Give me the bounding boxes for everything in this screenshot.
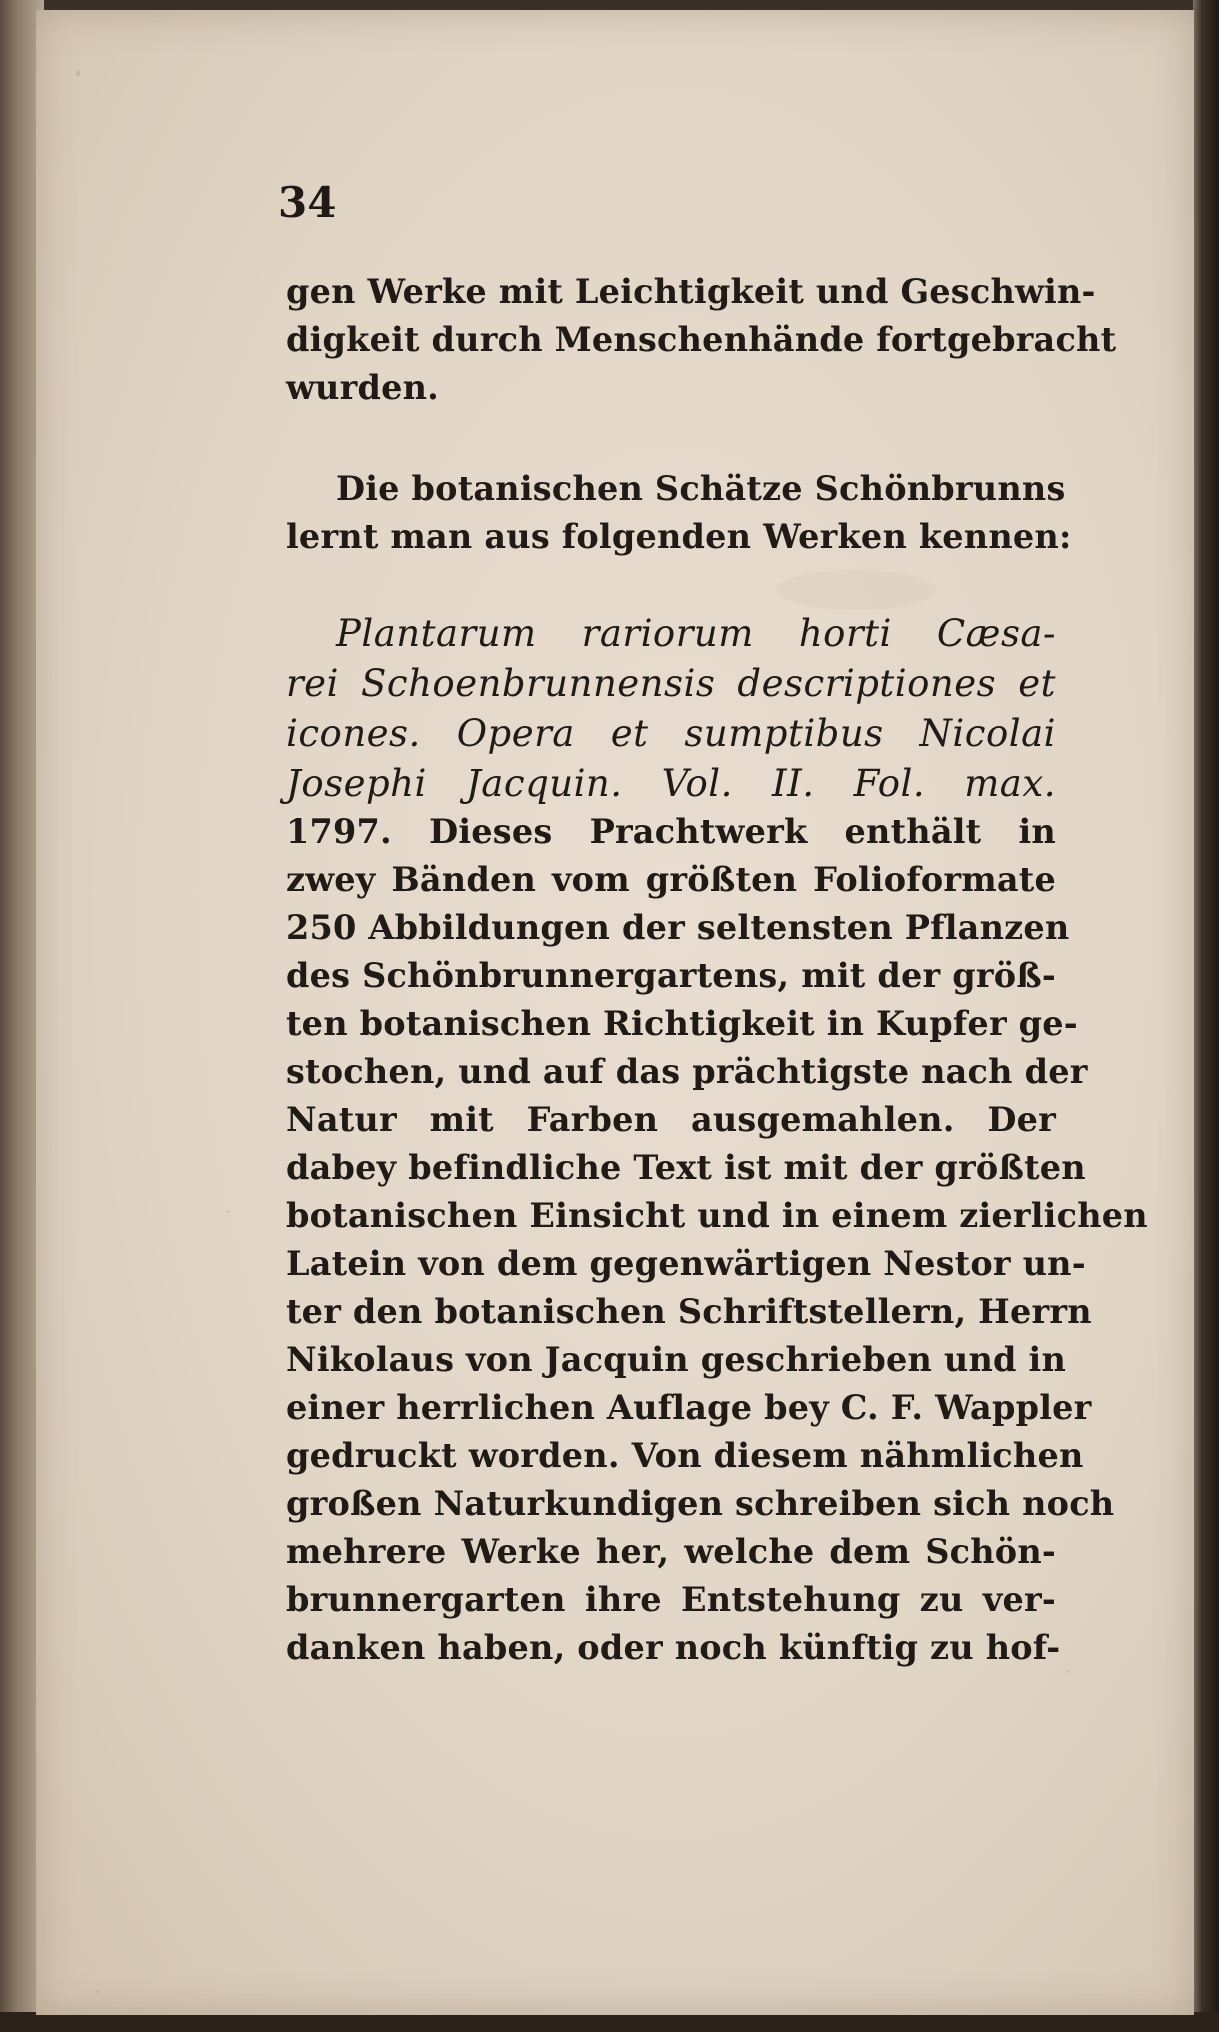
text-line: zwey Bänden vom größten Folioformate	[286, 860, 1056, 899]
text-line: mehrere Werke her, welche dem Schön-	[286, 1532, 1056, 1571]
text-line: ten botanischen Richtigkeit in Kupfer ge-	[286, 1004, 1078, 1043]
text-line: des Schönbrunnergartens, mit der größ-	[286, 956, 1056, 995]
book-right-edge	[1193, 0, 1219, 2032]
text-line: 250 Abbildungen der seltensten Pflanzen	[286, 908, 1070, 947]
text-line: wurden.	[286, 368, 440, 407]
text-line: dabey befindliche Text ist mit der größten	[286, 1148, 1086, 1187]
text-line: gen Werke mit Leichtigkeit und Geschwin-	[286, 272, 1096, 311]
text-line: ter den botanischen Schriftstellern, Herrn	[286, 1292, 1092, 1331]
text-line: gedruckt worden. Von diesem nähmlichen	[286, 1436, 1084, 1475]
text-line: großen Naturkundigen schreiben sich noch	[286, 1484, 1115, 1523]
italic-title-line: Plantarum rariorum horti Cæsa-	[336, 612, 1056, 655]
text-line: lernt man aus folgenden Werken kennen:	[286, 517, 1072, 556]
text-line: Latein von dem gegenwärtigen Nestor un-	[286, 1244, 1086, 1283]
text-line: digkeit durch Menschenhände fortgebracht	[286, 320, 1117, 359]
text-line: botanischen Einsicht und in einem zierlichen	[286, 1196, 1148, 1235]
text-line: Nikolaus von Jacquin geschrieben und in	[286, 1340, 1067, 1379]
text-line: Die botanischen Schätze Schönbrunns	[336, 469, 1066, 508]
text-line: danken haben, oder noch künftig zu hof-	[286, 1628, 1061, 1667]
text-line: 1797. Dieses Prachtwerk enthält in	[286, 812, 1056, 851]
italic-title-line: Josephi Jacquin. Vol. II. Fol. max.	[286, 762, 1056, 805]
text-line: einer herrlichen Auflage bey C. F. Wappler	[286, 1388, 1092, 1427]
text-line: brunnergarten ihre Entstehung zu ver-	[286, 1580, 1056, 1619]
italic-title-line: rei Schoenbrunnensis descriptiones et	[286, 662, 1056, 705]
page-number: 34	[278, 178, 337, 227]
book-bottom-edge	[0, 2012, 1219, 2032]
italic-title-line: icones. Opera et sumptibus Nicolai	[286, 712, 1056, 755]
text-line: stochen, und auf das prächtigste nach der	[286, 1052, 1088, 1091]
text-line: Natur mit Farben ausgemahlen. Der	[286, 1100, 1056, 1139]
